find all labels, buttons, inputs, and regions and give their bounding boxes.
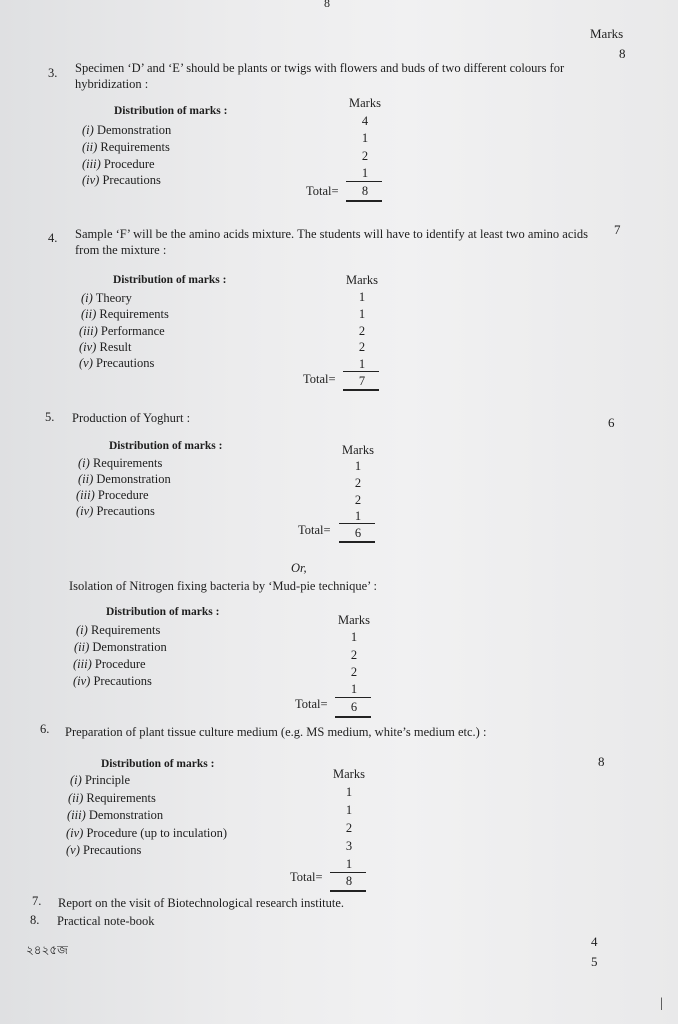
list-item: (iii) Procedure bbox=[73, 657, 146, 671]
mark-value: 1 bbox=[350, 630, 358, 644]
distribution-title: Distribution of marks : bbox=[113, 274, 227, 286]
mark-value: 1 bbox=[361, 166, 369, 180]
total-label: Total= bbox=[295, 697, 328, 711]
distribution-title: Distribution of marks : bbox=[101, 758, 215, 770]
total-label: Total= bbox=[298, 523, 331, 537]
list-item: (i) Principle bbox=[70, 773, 131, 787]
list-item: (i) Theory bbox=[81, 291, 132, 305]
list-item: (ii) Requirements bbox=[81, 307, 169, 321]
list-item: (ii) Requirements bbox=[68, 791, 156, 805]
total-label: Total= bbox=[303, 372, 336, 386]
question-side-mark: 8 bbox=[619, 46, 626, 61]
or-label: Or, bbox=[291, 561, 307, 575]
marks-subheader: Marks bbox=[333, 767, 365, 781]
list-item: (iii) Demonstration bbox=[67, 808, 164, 822]
sum-line bbox=[346, 181, 382, 182]
list-item: (ii) Demonstration bbox=[78, 472, 171, 486]
list-item: (iii) Performance bbox=[79, 324, 165, 338]
mark-value: 2 bbox=[358, 340, 366, 354]
question-number: 8. bbox=[30, 913, 40, 927]
mark-value: 1 bbox=[358, 357, 366, 371]
mark-value: 1 bbox=[345, 785, 353, 799]
total-label: Total= bbox=[306, 184, 339, 198]
marks-column-header: Marks bbox=[590, 26, 624, 41]
mark-value: 1 bbox=[358, 307, 366, 321]
mark-value: 4 bbox=[361, 114, 369, 128]
list-item: (v) Precautions bbox=[79, 356, 155, 370]
total-underline bbox=[343, 389, 379, 391]
total-label: Total= bbox=[290, 870, 323, 884]
total-underline bbox=[330, 890, 366, 892]
list-item: (iv) Result bbox=[79, 340, 132, 354]
mark-value: 1 bbox=[354, 459, 362, 473]
mark-value: 1 bbox=[345, 857, 353, 871]
mark-value: 1 bbox=[350, 682, 358, 696]
list-item: (i) Requirements bbox=[76, 623, 161, 637]
distribution-title: Distribution of marks : bbox=[109, 440, 223, 452]
total-value: 8 bbox=[345, 874, 353, 888]
question-text: Specimen ‘D’ and ‘E’ should be plants or twigs with flowers and buds of two different colours for hybridization : bbox=[75, 61, 565, 91]
mark-value: 3 bbox=[345, 839, 353, 853]
question-side-mark: 4 bbox=[591, 934, 598, 949]
list-item: (ii) Requirements bbox=[82, 140, 170, 154]
mark-value: 1 bbox=[358, 290, 366, 304]
footer-code: ২৪২৫জ bbox=[26, 943, 68, 957]
list-item: (i) Demonstration bbox=[82, 123, 172, 137]
sum-line bbox=[343, 371, 379, 372]
distribution-title: Distribution of marks : bbox=[106, 606, 220, 618]
total-value: 7 bbox=[358, 374, 366, 388]
total-underline bbox=[339, 541, 375, 543]
list-item: (iv) Precautions bbox=[76, 504, 155, 518]
mark-value: 2 bbox=[345, 821, 353, 835]
question-number: 4. bbox=[48, 231, 58, 245]
list-item: (iv) Precautions bbox=[73, 674, 152, 688]
sum-line bbox=[339, 523, 375, 524]
distribution-title: Distribution of marks : bbox=[114, 105, 228, 117]
list-item: (iv) Precautions bbox=[82, 173, 161, 187]
marks-subheader: Marks bbox=[349, 96, 381, 110]
list-item: (ii) Demonstration bbox=[74, 640, 167, 654]
marks-subheader: Marks bbox=[346, 273, 378, 287]
marks-subheader: Marks bbox=[342, 443, 374, 457]
total-value: 6 bbox=[350, 700, 358, 714]
sum-line bbox=[335, 697, 371, 698]
question-side-mark: 8 bbox=[598, 754, 605, 769]
paper-edge-mark: | bbox=[660, 996, 663, 1011]
mark-value: 2 bbox=[358, 324, 366, 338]
page-number: 8 bbox=[324, 0, 330, 10]
question-number: 3. bbox=[48, 66, 58, 80]
question-side-mark: 7 bbox=[614, 222, 621, 237]
mark-value: 1 bbox=[361, 131, 369, 145]
mark-value: 2 bbox=[354, 476, 362, 490]
list-item: (v) Precautions bbox=[66, 843, 142, 857]
mark-value: 2 bbox=[361, 149, 369, 163]
question-side-mark: 6 bbox=[608, 415, 615, 430]
question-number: 6. bbox=[40, 722, 50, 736]
list-item: (iii) Procedure bbox=[76, 488, 149, 502]
mark-value: 2 bbox=[350, 665, 358, 679]
total-value: 6 bbox=[354, 526, 362, 540]
question-text: Production of Yoghurt : bbox=[72, 411, 191, 425]
sum-line bbox=[330, 872, 366, 873]
total-underline bbox=[335, 716, 371, 718]
list-item: (i) Requirements bbox=[78, 456, 163, 470]
mark-value: 1 bbox=[354, 509, 362, 523]
mark-value: 2 bbox=[350, 648, 358, 662]
marks-subheader: Marks bbox=[338, 613, 370, 627]
mark-value: 1 bbox=[345, 803, 353, 817]
question-text: Report on the visit of Biotechnological research institute. bbox=[58, 896, 345, 910]
question-text: Sample ‘F’ will be the amino acids mixture. The students will have to identify at least two amino acids from the mixture : bbox=[75, 227, 588, 257]
list-item: (iv) Procedure (up to inculation) bbox=[66, 826, 228, 840]
mark-value: 2 bbox=[354, 493, 362, 507]
list-item: (iii) Procedure bbox=[82, 157, 155, 171]
question-number: 5. bbox=[45, 410, 55, 424]
question-text: Preparation of plant tissue culture medium (e.g. MS medium, white’s medium etc.) : bbox=[65, 725, 487, 739]
question-text: Practical note-book bbox=[57, 914, 155, 928]
total-value: 8 bbox=[361, 184, 369, 198]
question-side-mark: 5 bbox=[591, 954, 598, 969]
question-text: Isolation of Nitrogen fixing bacteria by ‘Mud-pie technique’ : bbox=[69, 579, 378, 593]
question-number: 7. bbox=[32, 894, 42, 908]
total-underline bbox=[346, 200, 382, 202]
